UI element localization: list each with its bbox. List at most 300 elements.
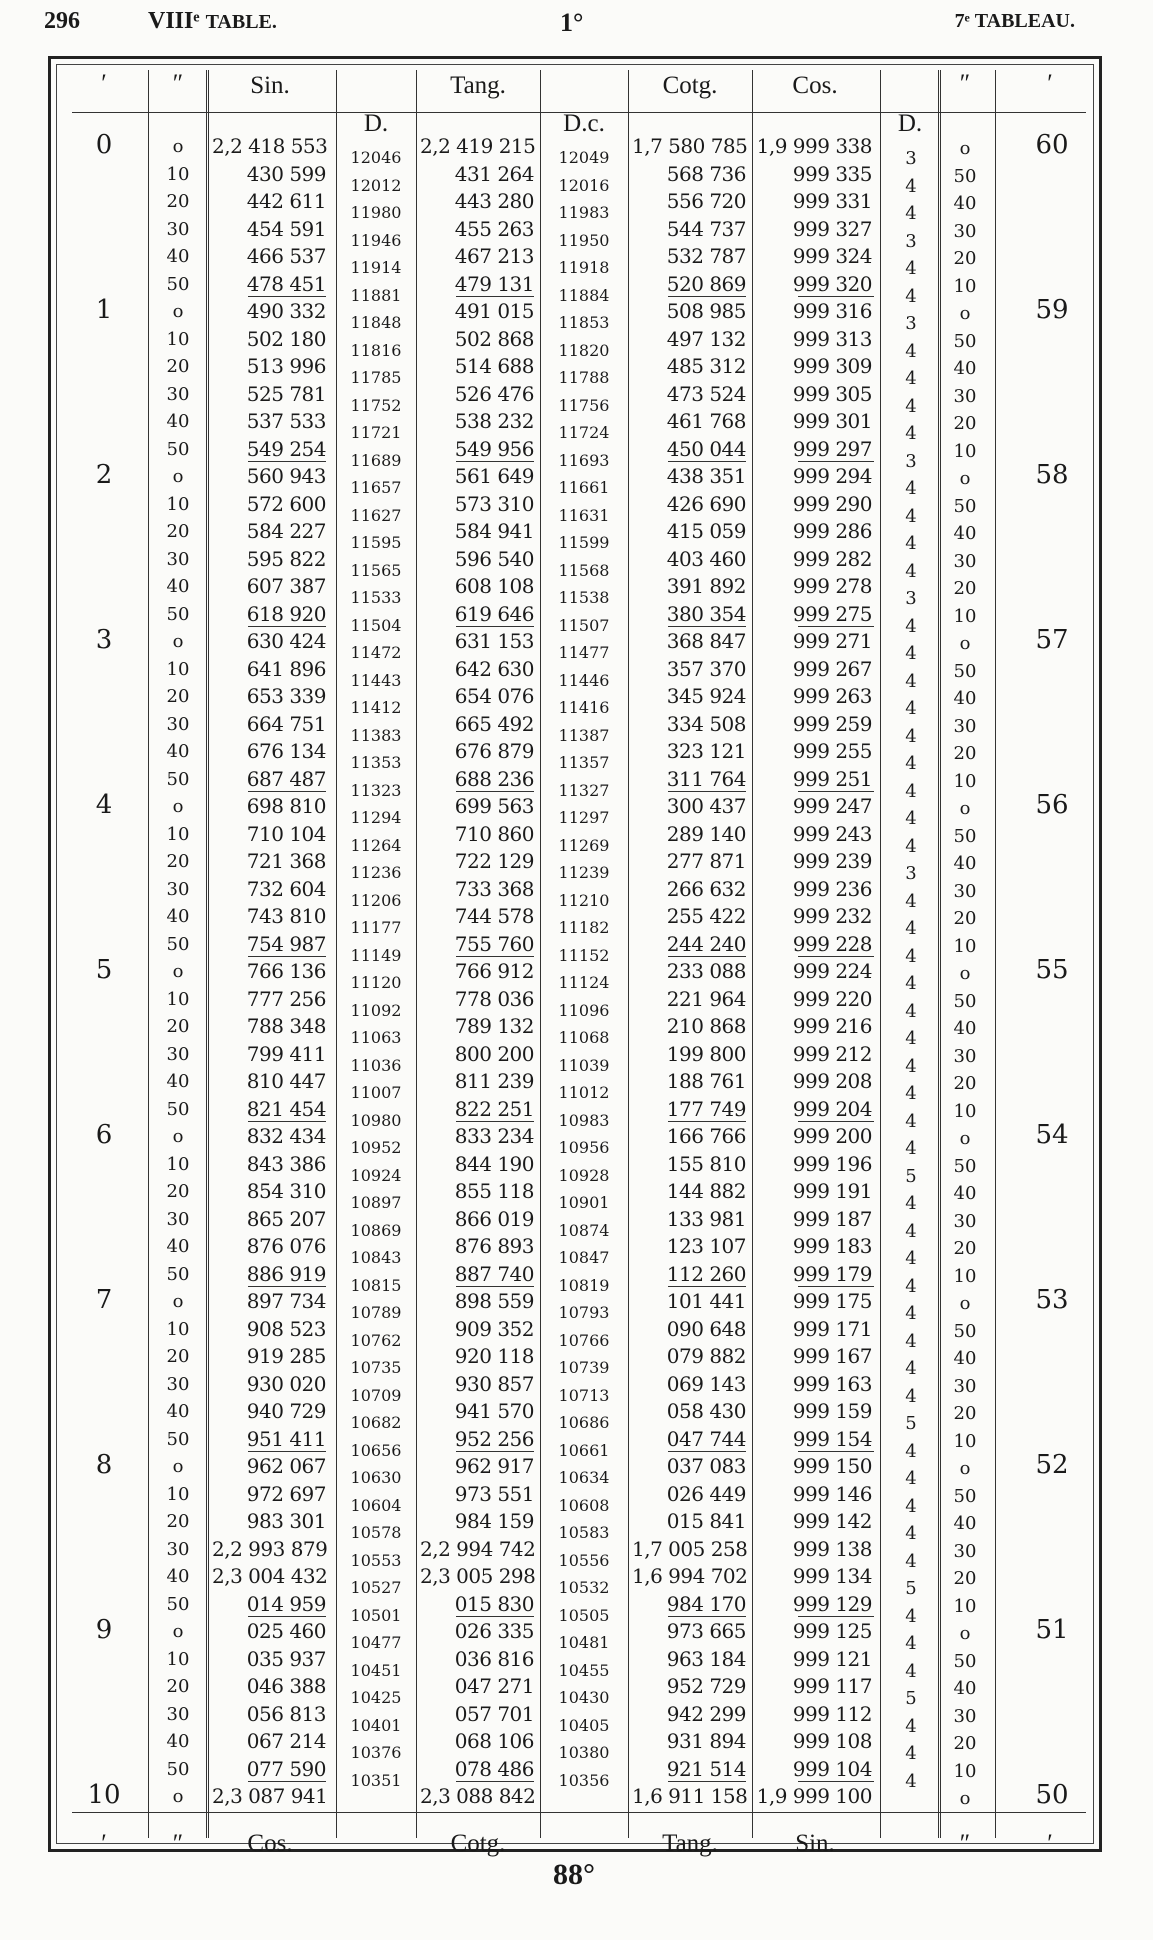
column-rule (995, 70, 996, 1838)
cos-cell: 1,9 999 100 (756, 1784, 872, 1808)
cotg-cell: 047 744 (666, 1426, 746, 1451)
sin-cell: 743 810 (246, 904, 326, 928)
cotg-cell: 544 737 (666, 216, 746, 241)
seconds-right-cell: 50 (953, 990, 977, 1012)
cos-cell: 999 196 (792, 1151, 872, 1176)
sin-cell: 919 285 (246, 1344, 326, 1368)
cos-cell: 999 204 (792, 1096, 872, 1121)
group-underline (456, 791, 534, 792)
d-cos-cell: 4 (905, 1083, 917, 1104)
cos-cell: 999 324 (792, 244, 872, 268)
d-sin-cell: 10980 (350, 1110, 402, 1130)
cotg-cell: 485 312 (666, 354, 746, 378)
d-cos-cell: 4 (905, 698, 917, 719)
seconds-right-cell: o (959, 303, 971, 324)
d-sin-cell: 11881 (350, 285, 402, 305)
seconds-cell: 40 (166, 906, 190, 927)
seconds-right-cell: 50 (953, 1320, 977, 1342)
seconds-cell: 50 (166, 1428, 190, 1450)
seconds-cell: 50 (166, 1098, 190, 1120)
group-underline (798, 296, 874, 297)
seconds-right-cell: o (959, 468, 971, 489)
cos-cell: 999 259 (792, 711, 872, 736)
sin-cell: 983 301 (246, 1509, 326, 1533)
seconds-right-cell: 30 (953, 715, 977, 737)
cos-cell: 999 255 (792, 739, 872, 763)
column-header-top: ″ (959, 70, 971, 97)
group-underline (248, 1451, 326, 1452)
cotg-cell: 952 729 (666, 1674, 746, 1698)
cos-cell: 999 212 (792, 1041, 872, 1066)
group-underline (798, 1286, 874, 1287)
tang-cell: 778 036 (454, 986, 534, 1011)
cos-cell: 999 220 (792, 986, 872, 1011)
sin-cell: 077 590 (246, 1756, 326, 1781)
seconds-cell: 50 (166, 768, 190, 790)
cotg-cell: 931 894 (666, 1729, 746, 1753)
seconds-cell: o (172, 1621, 184, 1642)
minute-right-cell: 54 (1035, 1120, 1069, 1150)
cos-cell: 999 251 (792, 766, 872, 791)
sin-cell: 754 987 (246, 931, 326, 956)
seconds-right-cell: 40 (953, 523, 977, 544)
d-sin-cell: 10351 (350, 1770, 402, 1790)
sin-cell: 940 729 (246, 1399, 326, 1423)
d-tang-cell: 11756 (558, 395, 610, 415)
seconds-right-cell: o (959, 1623, 971, 1644)
seconds-right-cell: o (959, 798, 971, 819)
d-cos-cell: 4 (905, 395, 917, 417)
cotg-cell: 368 847 (666, 629, 746, 653)
d-sin-cell: 10709 (350, 1385, 402, 1405)
d-sin-cell: 11565 (350, 560, 402, 580)
cotg-cell: 166 766 (666, 1124, 746, 1148)
d-tang-cell: 11918 (558, 258, 610, 277)
cotg-cell: 199 800 (666, 1041, 746, 1066)
column-rule (540, 70, 541, 1838)
d-tang-cell: 10983 (558, 1110, 610, 1130)
d-sin-cell: 11120 (350, 973, 402, 992)
cotg-cell: 244 240 (666, 931, 746, 956)
column-header-top: D. (363, 110, 389, 137)
group-underline (456, 461, 534, 462)
d-cos-cell: 4 (905, 1550, 917, 1572)
d-sin-cell: 11533 (350, 588, 402, 607)
cotg-cell: 289 140 (666, 821, 746, 846)
d-tang-cell: 10583 (558, 1523, 610, 1542)
tang-cell: 078 486 (454, 1756, 534, 1781)
footer-rule (72, 1812, 1086, 1813)
tang-cell: 455 263 (454, 216, 534, 241)
group-underline (798, 1451, 874, 1452)
cotg-cell: 520 869 (666, 271, 746, 296)
sin-cell: 930 020 (246, 1371, 326, 1396)
tang-cell: 047 271 (454, 1674, 534, 1698)
cos-cell: 999 171 (792, 1316, 872, 1341)
cotg-cell: 266 632 (666, 876, 746, 901)
cotg-cell: 123 107 (666, 1234, 746, 1258)
d-tang-cell: 11477 (558, 643, 610, 662)
sin-cell: 721 368 (246, 849, 326, 873)
tang-cell: 952 256 (454, 1426, 534, 1451)
tang-cell: 026 335 (454, 1619, 534, 1643)
seconds-right-cell: 10 (953, 1760, 977, 1782)
group-underline (456, 1451, 534, 1452)
seconds-cell: 40 (166, 1071, 190, 1092)
d-tang-cell: 10686 (558, 1413, 610, 1432)
d-cos-cell: 4 (905, 1275, 917, 1297)
d-sin-cell: 11946 (350, 230, 402, 250)
d-sin-cell: 10578 (350, 1523, 402, 1542)
d-cos-cell: 3 (905, 450, 917, 472)
group-underline (248, 1616, 326, 1617)
d-tang-cell: 10901 (558, 1193, 610, 1212)
d-sin-cell: 11036 (350, 1055, 402, 1075)
seconds-right-cell: 20 (953, 248, 977, 269)
seconds-right-cell: 20 (953, 1073, 977, 1094)
minute-right-cell: 59 (1035, 295, 1069, 325)
tang-cell: 710 860 (454, 821, 534, 846)
d-cos-cell: 4 (905, 1660, 917, 1682)
seconds-right-cell: 20 (953, 743, 977, 764)
cos-cell: 999 191 (792, 1179, 872, 1203)
seconds-right-cell: o (959, 1788, 971, 1809)
seconds-right-cell: 50 (953, 660, 977, 682)
d-cos-cell: 4 (905, 808, 917, 829)
d-cos-cell: 4 (905, 1605, 917, 1627)
column-rule (752, 70, 753, 1838)
tang-cell: 596 540 (454, 546, 534, 571)
seconds-right-cell: o (959, 138, 971, 159)
tang-cell: 811 239 (454, 1069, 534, 1093)
group-underline (798, 791, 874, 792)
tang-cell: 619 646 (454, 601, 534, 626)
column-header-top: Sin. (250, 72, 290, 99)
cotg-cell: 058 430 (666, 1399, 746, 1423)
tang-cell: 514 688 (454, 354, 534, 378)
tang-cell: 866 019 (454, 1206, 534, 1231)
sin-cell: 595 822 (246, 546, 326, 571)
sin-cell: 876 076 (246, 1234, 326, 1258)
group-underline (248, 1286, 326, 1287)
sin-cell: 951 411 (246, 1426, 326, 1451)
sin-cell: 777 256 (246, 986, 326, 1011)
tang-cell: 920 118 (454, 1344, 534, 1368)
d-tang-cell: 11568 (558, 560, 610, 580)
seconds-right-cell: 10 (953, 935, 977, 957)
cotg-cell: 426 690 (666, 491, 746, 516)
d-sin-cell: 10656 (350, 1440, 402, 1460)
seconds-cell: 10 (166, 988, 190, 1010)
seconds-cell: o (172, 1456, 184, 1477)
cos-cell: 999 316 (792, 299, 872, 323)
minute-left-cell: 7 (95, 1285, 113, 1315)
cos-cell: 999 134 (792, 1564, 872, 1588)
d-sin-cell: 10924 (350, 1165, 402, 1185)
cotg-cell: 255 422 (666, 904, 746, 928)
page-header (0, 8, 1153, 44)
d-sin-cell: 10604 (350, 1495, 402, 1515)
seconds-right-cell: o (959, 1458, 971, 1479)
minute-right-cell: 58 (1035, 460, 1069, 490)
sin-cell: 035 937 (246, 1646, 326, 1671)
tang-cell: 015 830 (454, 1591, 534, 1616)
tang-cell: 887 740 (454, 1261, 534, 1286)
d-tang-cell: 11788 (558, 368, 610, 387)
d-tang-cell: 10739 (558, 1358, 610, 1377)
tang-cell: 2,3 088 842 (420, 1784, 536, 1808)
degree-heading: 1° (560, 8, 584, 37)
d-cos-cell: 3 (905, 230, 917, 252)
d-cos-cell: 3 (905, 863, 917, 884)
d-cos-cell: 5 (905, 1688, 917, 1709)
d-tang-cell: 10713 (558, 1385, 610, 1405)
d-cos-cell: 5 (905, 1165, 917, 1187)
seconds-cell: 30 (166, 1043, 190, 1065)
d-tang-cell: 11853 (558, 313, 610, 332)
cotg-cell: 984 170 (666, 1591, 746, 1616)
seconds-right-cell: 50 (953, 1155, 977, 1177)
minute-right-cell: 55 (1035, 955, 1069, 985)
cotg-cell: 497 132 (666, 326, 746, 351)
seconds-cell: 10 (166, 163, 190, 185)
seconds-cell: o (172, 796, 184, 817)
d-tang-cell: 11068 (558, 1028, 610, 1047)
cotg-cell: 334 508 (666, 711, 746, 736)
cotg-cell: 921 514 (666, 1756, 746, 1781)
tang-cell: 833 234 (454, 1124, 534, 1148)
d-sin-cell: 11980 (350, 203, 402, 222)
column-rule (148, 70, 149, 1838)
seconds-cell: 50 (166, 438, 190, 460)
d-tang-cell: 11884 (558, 285, 610, 305)
seconds-cell: 30 (166, 218, 190, 240)
d-tang-cell: 11239 (558, 863, 610, 882)
sin-cell: 046 388 (246, 1674, 326, 1698)
d-cos-cell: 4 (905, 1000, 917, 1022)
d-sin-cell: 10425 (350, 1688, 402, 1707)
d-sin-cell: 11721 (350, 423, 402, 442)
d-cos-cell: 4 (905, 368, 917, 389)
d-cos-cell: 4 (905, 560, 917, 582)
group-underline (798, 1616, 874, 1617)
tang-cell: 479 131 (454, 271, 534, 296)
seconds-right-cell: 50 (953, 495, 977, 517)
group-underline (456, 1121, 534, 1122)
group-underline (668, 1781, 746, 1782)
seconds-right-cell: 40 (953, 358, 977, 379)
cos-cell: 999 305 (792, 381, 872, 406)
group-underline (248, 296, 326, 297)
column-header-top: Cos. (792, 72, 838, 99)
seconds-cell: 40 (166, 1731, 190, 1752)
d-tang-cell: 10430 (558, 1688, 610, 1707)
seconds-right-cell: 10 (953, 770, 977, 792)
cos-cell: 999 294 (792, 464, 872, 488)
group-underline (798, 956, 874, 957)
column-header-top: Cotg. (662, 72, 718, 99)
tang-cell: 642 630 (454, 656, 534, 681)
seconds-cell: 30 (166, 1373, 190, 1395)
seconds-cell: 20 (166, 1346, 190, 1367)
seconds-right-cell: 30 (953, 550, 977, 572)
sin-cell: 478 451 (246, 271, 326, 296)
d-cos-cell: 4 (905, 918, 917, 939)
cotg-cell: 1,7 580 785 (632, 134, 748, 158)
seconds-cell: 50 (166, 933, 190, 955)
group-underline (248, 956, 326, 957)
sin-cell: 502 180 (246, 326, 326, 351)
seconds-right-cell: 30 (953, 880, 977, 902)
cotg-cell: 079 882 (666, 1344, 746, 1368)
cotg-cell: 026 449 (666, 1481, 746, 1506)
seconds-cell: 10 (166, 658, 190, 680)
d-tang-cell: 10847 (558, 1248, 610, 1267)
column-rule (336, 70, 337, 1838)
cotg-cell: 112 260 (666, 1261, 746, 1286)
sin-cell: 788 348 (246, 1014, 326, 1038)
seconds-right-cell: 50 (953, 1650, 977, 1672)
seconds-right-cell: o (959, 1293, 971, 1314)
seconds-right-cell: 40 (953, 1513, 977, 1534)
seconds-cell: 20 (166, 1676, 190, 1697)
d-cos-cell: 4 (905, 203, 917, 224)
seconds-cell: 50 (166, 603, 190, 625)
d-cos-cell: 4 (905, 1495, 917, 1517)
d-tang-cell: 10481 (558, 1633, 610, 1652)
d-cos-cell: 4 (905, 945, 917, 967)
cotg-cell: 188 761 (666, 1069, 746, 1093)
d-sin-cell: 12046 (350, 148, 402, 167)
group-underline (248, 1781, 326, 1782)
cos-cell: 999 267 (792, 656, 872, 681)
cotg-cell: 1,6 911 158 (632, 1784, 748, 1808)
tang-cell: 036 816 (454, 1646, 534, 1671)
seconds-cell: 20 (166, 191, 190, 212)
group-underline (798, 461, 874, 462)
d-cos-cell: 4 (905, 423, 917, 444)
cotg-cell: 210 868 (666, 1014, 746, 1038)
d-sin-cell: 11504 (350, 615, 402, 635)
group-underline (798, 626, 874, 627)
tang-cell: 800 200 (454, 1041, 534, 1066)
d-cos-cell: 4 (905, 1523, 917, 1544)
seconds-right-cell: 10 (953, 1265, 977, 1287)
d-tang-cell: 12016 (558, 175, 610, 195)
group-underline (248, 626, 326, 627)
tang-cell: 538 232 (454, 409, 534, 433)
tang-cell: 2,2 994 742 (420, 1536, 536, 1561)
minute-right-cell: 50 (1035, 1780, 1069, 1810)
d-sin-cell: 11785 (350, 368, 402, 387)
d-sin-cell: 10897 (350, 1193, 402, 1212)
sin-cell: 607 387 (246, 574, 326, 598)
d-cos-cell: 4 (905, 1770, 917, 1792)
d-cos-cell: 4 (905, 1633, 917, 1654)
sin-cell: 799 411 (246, 1041, 326, 1066)
sin-cell: 854 310 (246, 1179, 326, 1203)
seconds-right-cell: 30 (953, 1375, 977, 1397)
sin-cell: 537 533 (246, 409, 326, 433)
cotg-cell: 277 871 (666, 849, 746, 873)
column-header-bottom: ″ (959, 1830, 971, 1857)
d-cos-cell: 4 (905, 1715, 917, 1737)
cos-cell: 999 236 (792, 876, 872, 901)
cos-cell: 999 263 (792, 684, 872, 708)
tang-cell: 766 912 (454, 959, 534, 983)
minute-right-cell: 56 (1035, 790, 1069, 820)
seconds-cell: 40 (166, 741, 190, 762)
d-cos-cell: 3 (905, 588, 917, 609)
tang-cell: 876 893 (454, 1234, 534, 1258)
column-header-bottom: Cotg. (450, 1830, 506, 1857)
seconds-cell: 40 (166, 1401, 190, 1422)
minute-left-cell: 1 (95, 295, 113, 325)
tang-cell: 733 368 (454, 876, 534, 901)
d-tang-cell: 11599 (558, 533, 610, 552)
d-cos-cell: 4 (905, 1055, 917, 1077)
cos-cell: 999 275 (792, 601, 872, 626)
tang-cell: 068 106 (454, 1729, 534, 1753)
seconds-cell: 20 (166, 1181, 190, 1202)
column-header-bottom: ″ (172, 1830, 184, 1857)
d-tang-cell: 11416 (558, 698, 610, 717)
sin-cell: 618 920 (246, 601, 326, 626)
sin-cell: 572 600 (246, 491, 326, 516)
cotg-cell: 1,7 005 258 (632, 1536, 748, 1561)
sin-cell: 962 067 (246, 1454, 326, 1478)
column-header-bottom: ′ (101, 1830, 107, 1857)
cos-cell: 999 216 (792, 1014, 872, 1038)
d-tang-cell: 10380 (558, 1743, 610, 1762)
seconds-cell: 20 (166, 521, 190, 542)
cotg-cell: 311 764 (666, 766, 746, 791)
tang-cell: 855 118 (454, 1179, 534, 1203)
group-underline (668, 791, 746, 792)
tang-cell: 443 280 (454, 189, 534, 213)
cotg-cell: 415 059 (666, 519, 746, 543)
sin-cell: 810 447 (246, 1069, 326, 1093)
sin-cell: 732 604 (246, 876, 326, 901)
column-header-bottom: ′ (1047, 1830, 1053, 1857)
cotg-cell: 090 648 (666, 1316, 746, 1341)
d-sin-cell: 11383 (350, 725, 402, 745)
minute-left-cell: 2 (95, 460, 113, 490)
d-cos-cell: 4 (905, 1220, 917, 1242)
sin-cell: 584 227 (246, 519, 326, 543)
d-tang-cell: 11538 (558, 588, 610, 607)
cotg-cell: 391 892 (666, 574, 746, 598)
cos-cell: 999 286 (792, 519, 872, 543)
seconds-right-cell: 10 (953, 1430, 977, 1452)
column-rule (416, 70, 417, 1838)
sin-cell: 056 813 (246, 1701, 326, 1726)
seconds-right-cell: 10 (953, 605, 977, 627)
cotg-cell: 345 924 (666, 684, 746, 708)
d-cos-cell: 5 (905, 1413, 917, 1434)
cos-cell: 999 183 (792, 1234, 872, 1258)
page-number: 296 (44, 8, 80, 34)
cotg-cell: 532 787 (666, 244, 746, 268)
sin-cell: 549 254 (246, 436, 326, 461)
seconds-cell: 40 (166, 1236, 190, 1257)
d-sin-cell: 11092 (350, 1000, 402, 1020)
table-title-left: VIIIᵉ TABLE. (148, 8, 277, 34)
tang-cell: 631 153 (454, 629, 534, 653)
d-tang-cell: 11446 (558, 670, 610, 690)
seconds-cell: 20 (166, 1016, 190, 1037)
cos-cell: 999 108 (792, 1729, 872, 1753)
